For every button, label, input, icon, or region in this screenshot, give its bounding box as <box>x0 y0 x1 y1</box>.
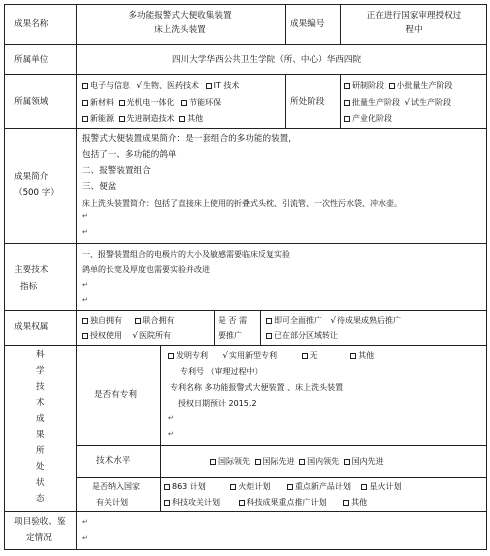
checkbox-icon <box>239 500 245 506</box>
unit-label: 所属单位 <box>14 55 49 65</box>
status-side-char: 处 <box>36 462 45 472</box>
plan-label-line2: 有关计划 <box>96 498 128 507</box>
stage-option-row <box>344 97 451 109</box>
tech-label-line1: 主要技术 <box>14 265 49 275</box>
checkbox-icon <box>361 484 367 490</box>
column-divider <box>340 4 341 44</box>
checkbox-icon <box>343 500 349 506</box>
field-option-row <box>82 113 203 124</box>
patent-type-option[interactable]: √实用新型专利 <box>222 351 278 361</box>
ownership-option[interactable]: 独自拥有 <box>82 316 122 325</box>
plan-option[interactable]: 科技成果重点推广计划 <box>239 498 327 507</box>
tech-level-option[interactable]: 国际先进 <box>255 457 295 466</box>
acceptance-label-line1: 项目验收、鉴 <box>14 517 66 527</box>
patent-name: 专利名称 多功能报警式大便装置 、床上洗头装置 <box>170 383 344 392</box>
ownership-label: 成果权属 <box>14 322 49 332</box>
checkbox-icon <box>179 116 185 122</box>
acceptance-label-line2: 定情况 <box>26 533 52 543</box>
name-value-line1: 多功能报警式大便收集装置 <box>128 11 232 21</box>
promote-option-row <box>266 315 401 327</box>
number-label: 成果编号 <box>290 19 325 29</box>
ownership-option-row <box>82 315 175 326</box>
intro-text-line: 二、报警装置组合 <box>82 166 151 176</box>
return-mark-icon: ↵ <box>82 212 88 220</box>
checkbox-icon <box>119 100 125 106</box>
checkbox-icon <box>210 459 216 465</box>
checkbox-icon <box>287 484 293 490</box>
checkbox-icon <box>206 83 212 89</box>
status-side-char: 技 <box>36 382 45 392</box>
column-divider <box>285 4 286 44</box>
checkbox-icon <box>181 100 187 106</box>
field-option[interactable]: 新材料 <box>82 98 114 107</box>
intro-text-line: 报警式大便装置成果简介：是一套组合的多功能的装置， <box>82 134 297 144</box>
status-side-char: 果 <box>36 430 45 440</box>
plan-row <box>164 497 367 508</box>
stage-option-row <box>344 80 453 91</box>
stage-option[interactable]: 小批量生产阶段 <box>389 81 453 90</box>
return-mark-icon: ↵ <box>82 228 88 236</box>
field-option[interactable]: 新能源 <box>82 114 114 123</box>
checkmark-icon: √ <box>132 331 139 341</box>
tech-text-line: 鸽单的长宽及厚度也需要实验并改进 <box>82 265 210 274</box>
column-divider <box>260 310 261 345</box>
checkbox-icon <box>164 500 170 506</box>
promote-option-row <box>266 330 338 341</box>
checkbox-icon <box>119 116 125 122</box>
checkbox-icon <box>266 333 272 339</box>
checkmark-icon: √ <box>330 316 337 326</box>
row-divider <box>76 445 487 446</box>
column-divider <box>285 74 286 128</box>
field-option[interactable]: 电子与信息 <box>82 81 130 90</box>
checkbox-icon <box>168 353 174 359</box>
field-option[interactable]: 先进制造技术 <box>119 114 175 123</box>
checkbox-icon <box>82 116 88 122</box>
plan-option[interactable]: 重点新产品计划 <box>287 482 351 491</box>
checkmark-icon: √ <box>404 98 411 108</box>
checkbox-icon <box>344 83 350 89</box>
field-option[interactable]: 其他 <box>179 114 203 123</box>
field-option-row <box>82 80 239 92</box>
plan-row <box>164 481 401 492</box>
tech-level-option[interactable]: 国内领先 <box>299 457 339 466</box>
checkmark-icon: √ <box>222 351 229 361</box>
checkbox-icon <box>344 116 350 122</box>
patent-label: 是否有专利 <box>94 390 137 400</box>
plan-option[interactable]: 星火计划 <box>361 482 401 491</box>
patent-date: 授权日期预计 2015.2 <box>178 399 257 408</box>
row-divider <box>76 477 487 478</box>
promote-option[interactable]: √待成果成熟后推广 <box>330 316 402 326</box>
checkbox-icon <box>344 459 350 465</box>
intro-label-line1: 成果简介 <box>14 172 49 182</box>
promote-label-line2: 要推广 <box>218 331 242 340</box>
stage-option[interactable]: 研制阶段 <box>344 81 384 90</box>
status-side-char: 科 <box>36 350 45 360</box>
stage-label: 所处阶段 <box>290 97 325 107</box>
intro-text-line: 包括了一、多功能的鸽单 <box>82 150 177 160</box>
checkbox-icon <box>82 333 88 339</box>
tech-level-row <box>210 456 384 467</box>
plan-option[interactable]: 其他 <box>343 498 367 507</box>
return-mark-icon: ↵ <box>82 518 88 526</box>
tech-text-line: 一、报警装置组合的电极片的大小及敏感需要临床反复实验 <box>82 250 290 259</box>
return-mark-icon: ↵ <box>168 414 174 422</box>
checkbox-icon <box>255 459 261 465</box>
checkbox-icon <box>230 484 236 490</box>
plan-option[interactable]: 863 计划 <box>164 482 206 491</box>
return-mark-icon: ↵ <box>168 430 174 438</box>
column-divider <box>160 345 161 511</box>
status-side-char: 态 <box>36 494 45 504</box>
tech-level-option[interactable]: 国际领先 <box>210 457 250 466</box>
field-label: 所属领域 <box>14 97 49 107</box>
checkbox-icon <box>299 459 305 465</box>
checkbox-icon <box>389 83 395 89</box>
intro-text-line: 床上洗头装置简介：包括了直接床上使用的折叠式头枕、引流管、一次性污水袋、冲水壶。 <box>82 199 402 208</box>
checkbox-icon <box>135 318 141 324</box>
field-option-row <box>82 97 221 108</box>
tech-level-label: 技术水平 <box>96 456 131 466</box>
checkbox-icon <box>164 484 170 490</box>
ownership-option[interactable]: √医院所有 <box>132 331 172 341</box>
promote-option[interactable]: 已在部分区域转让 <box>266 331 338 340</box>
status-side-char: 学 <box>36 366 45 376</box>
ownership-option-row <box>82 330 171 342</box>
status-side-char: 术 <box>36 398 45 408</box>
status-side-char: 成 <box>36 414 45 424</box>
return-mark-icon: ↵ <box>82 534 88 542</box>
checkbox-icon <box>82 318 88 324</box>
plan-label-line1: 是否纳入国家 <box>92 482 140 491</box>
ownership-option[interactable]: 联合拥有 <box>135 316 175 325</box>
patent-type-option[interactable]: 无 <box>302 351 318 360</box>
plan-option[interactable]: 科技攻关计划 <box>164 498 220 507</box>
intro-label-line2: （500 字） <box>14 188 59 198</box>
column-divider <box>340 74 341 128</box>
checkbox-icon <box>344 100 350 106</box>
plan-option[interactable]: 火炬计划 <box>230 482 270 491</box>
promote-option[interactable]: 即可全面推广 <box>266 316 322 325</box>
patent-number: 专利号 （审理过程中） <box>180 367 263 376</box>
promote-label-line1: 是 否 需 <box>218 316 248 325</box>
stage-option[interactable]: √试生产阶段 <box>404 98 452 108</box>
stage-option[interactable]: 批量生产阶段 <box>344 98 400 107</box>
stage-option-row <box>344 113 392 124</box>
checkbox-icon <box>82 83 88 89</box>
number-value-line1: 正在进行国家审理授权过 <box>366 11 462 21</box>
checkbox-icon <box>302 353 308 359</box>
return-mark-icon: ↵ <box>82 281 88 289</box>
tech-level-option[interactable]: 国内先进 <box>344 457 384 466</box>
status-side-char: 状 <box>36 478 45 488</box>
return-mark-icon: ↵ <box>82 296 88 304</box>
intro-text-line: 三、便盆 <box>82 182 117 192</box>
checkbox-icon <box>350 353 356 359</box>
field-option[interactable]: IT 技术 <box>206 81 240 90</box>
column-divider <box>214 310 215 345</box>
patent-type-option[interactable]: 其他 <box>350 351 374 360</box>
name-label: 成果名称 <box>14 19 49 29</box>
column-divider <box>76 4 77 550</box>
name-value-line2: 床上洗头装置 <box>154 25 206 35</box>
field-option[interactable]: √生物、医药技术 <box>136 81 200 91</box>
stage-option[interactable]: 产业化阶段 <box>344 114 392 123</box>
checkbox-icon <box>82 100 88 106</box>
patent-type-option[interactable]: 发明专利 <box>168 351 208 360</box>
tech-label-line2: 指标 <box>20 282 38 292</box>
patent-type-row <box>168 350 374 362</box>
field-option[interactable]: 节能环保 <box>181 98 221 107</box>
checkmark-icon: √ <box>136 81 143 91</box>
unit-value: 四川大学华西公共卫生学院（所、中心）华西四院 <box>172 55 362 65</box>
status-side-char: 所 <box>36 446 45 456</box>
field-option[interactable]: 光机电一体化 <box>119 98 175 107</box>
number-value-line2: 程中 <box>405 25 423 35</box>
checkbox-icon <box>266 318 272 324</box>
ownership-option[interactable]: 授权使用 <box>82 331 122 340</box>
